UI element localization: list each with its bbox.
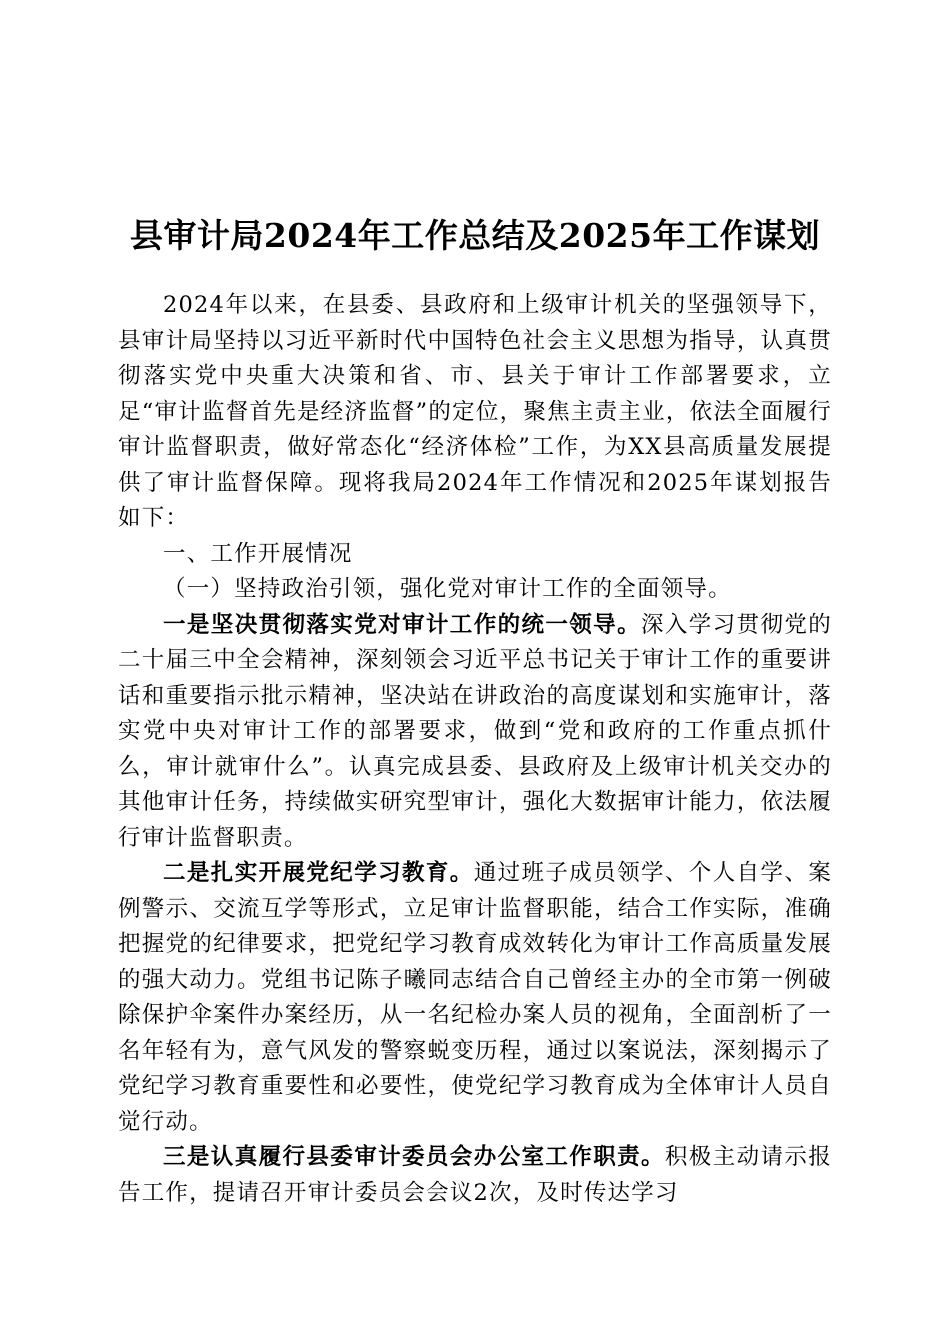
paragraph-2 — [118, 856, 832, 1140]
paragraph-3 — [118, 1140, 832, 1211]
paragraph-1 — [118, 608, 832, 857]
paragraph-1-lead: 一是坚决贯彻落实党对审计工作的统一领导。 — [163, 611, 641, 638]
paragraph-1-text: 深入学习贯彻党的二十届三中全会精神，深刻领会习近平总书记关于审计工作的重要讲话和重要指示批示精神，坚决站在讲政治的高度谋划和实施审计，落实党中央对审计工作的部署要求，做到“党和政府的工作重点抓什么，审计就审什么”。认真完成县委、县政府及上级审计机关交办的其他审计任务，持续做实研究型审计，强化大数据审计能力，依法履行审计监督职责。 — [118, 611, 832, 851]
paragraph-3-text: 积极主动请示报告工作，提请召开审计委员会会议2次，及时传达学习 — [118, 1144, 833, 1206]
intro-paragraph: 2024年以来，在县委、县政府和上级审计机关的坚强领导下，县审计局坚持以习近平新时代中国特色社会主义思想为指导，认真贯彻落实党中央重大决策和省、市、县关于审计工作部署要求，立足“审计监督首先是经济监督”的定位，聚焦主责主业，依法全面履行审计监督职责，做好常态化“经济体检”工作，为XX县高质量发展提供了审计监督保障。现将我局2024年工作情况和2025年谋划报告如下： — [118, 292, 832, 531]
document-body — [118, 288, 832, 1211]
subsection-heading: （一）坚持政治引领，强化党对审计工作的全面领导。 — [163, 576, 732, 602]
section-heading: 一、工作开展情况 — [163, 540, 353, 567]
paragraph-2-text: 通过班子成员领学、个人自学、案例警示、交流互学等形式，立足审计监督职能，结合工作实际，准确把握党的纪律要求，把党纪学习教育成效转化为审计工作高质量发展的强大动力。党组书记陈子曦同志结合自己曾经主办的全市第一例破除保护伞案件办案经历，从一名纪检办案人员的视角，全面剖析了一名年轻有为，意气风发的警察蜕变历程，通过以案说法，深刻揭示了党纪学习教育重要性和必要性，使党纪学习教育成为全体审计人员自觉行动。 — [118, 860, 832, 1135]
document-title: 县审计局2024年工作总结及2025年工作谋划 — [129, 216, 821, 256]
paragraph-2-lead: 二是扎实开展党纪学习教育。 — [163, 860, 474, 886]
paragraph-3-lead: 三是认真履行县委审计委员会办公室工作职责。 — [163, 1144, 665, 1170]
